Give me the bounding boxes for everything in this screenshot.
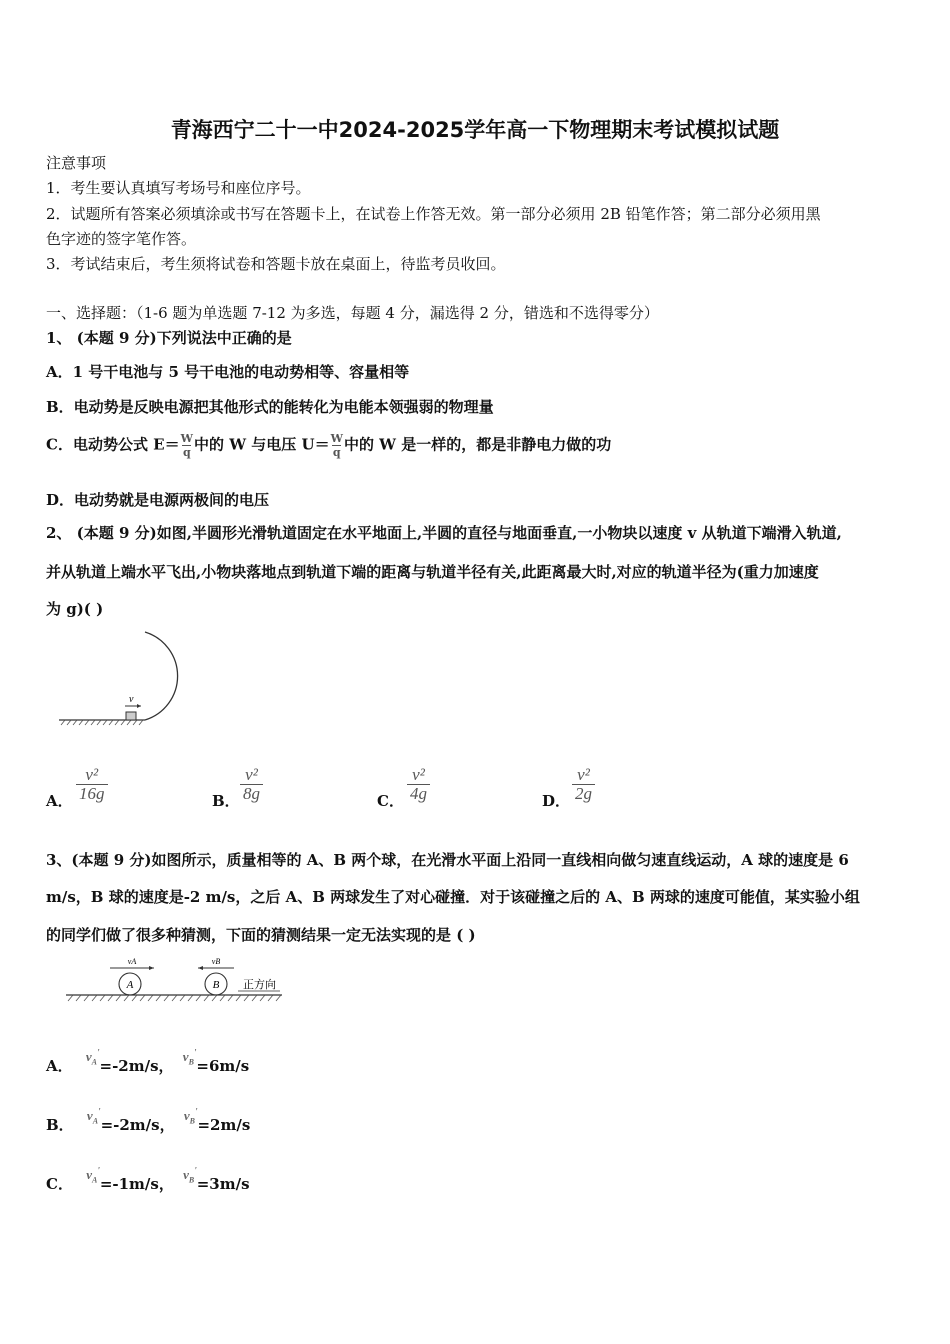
vb-prime-symbol: $v_B'$ (183, 1165, 197, 1185)
semicircle-track (145, 632, 178, 720)
q2-option-a-fraction: $\frac{\text{v²}}{16g}$ (76, 766, 108, 803)
va-value: =-1m/s， (99, 1175, 174, 1193)
ground-hatching (61, 720, 143, 725)
q3-stem-line: 的同学们做了很多种猜测，下面的猜测结果一定无法实现的是 ( ) (46, 926, 476, 944)
vb-value: =6m/s (196, 1057, 250, 1075)
vb-label: vB (211, 957, 221, 966)
va-prime-symbol: $v_A'$ (86, 1165, 100, 1185)
vb-value: =2m/s (197, 1116, 251, 1134)
formula-fraction: $\frac{W}{q}$ (330, 432, 343, 459)
va-prime-symbol: $v_A'$ (85, 1047, 100, 1067)
q2-option-d-fraction: $\frac{\text{v²}}{2g}$ (572, 766, 595, 803)
q2-stem-line: 2、 (本题 9 分)如图,半圆形光滑轨道固定在水平地面上,半圆的直径与地面垂直,一小物块以速度 v 从轨道下端滑入轨道, (46, 524, 842, 542)
q2-figure (55, 628, 190, 733)
q2-option-d-letter[interactable]: D． (542, 792, 571, 810)
q2-option-c-letter[interactable]: C． (377, 792, 404, 810)
q1-option-a[interactable]: A．1 号干电池与 5 号干电池的电动势相等、容量相等 (46, 363, 410, 381)
q3-option-b[interactable] (46, 1106, 251, 1136)
page-title: 青海西宁二十一中2024-2025学年高一下物理期末考试模拟试题 (170, 118, 780, 142)
q2-stem-line: 为 g)( ) (46, 600, 104, 618)
q2-option-c-fraction: $\frac{\text{v²}}{4g}$ (407, 766, 430, 803)
option-letter: C． (46, 1175, 73, 1193)
ground-hatching (68, 995, 281, 1001)
notice-heading: 注意事项 (46, 154, 107, 172)
q1-option-b[interactable]: B．电动势是反映电源把其他形式的能转化为电能本领强弱的物理量 (46, 398, 494, 416)
q2-option-a-letter[interactable]: A． (46, 792, 73, 810)
va-label: vA (127, 957, 137, 966)
q3-option-a[interactable] (46, 1047, 250, 1077)
q3-figure (62, 955, 292, 1010)
q1-c-text-3: 中的 W 是一样的，都是非静电力做的功 (343, 435, 612, 454)
option-letter: B． (46, 1116, 74, 1134)
vb-prime-symbol: $v_B'$ (183, 1106, 198, 1126)
q1-c-text-1: C．电动势公式 E＝ (46, 435, 180, 454)
q1-option-c[interactable] (46, 433, 611, 458)
va-value: =-2m/s， (100, 1116, 175, 1134)
formula-fraction: $\frac{W}{q}$ (180, 432, 193, 459)
vb-value: =3m/s (196, 1175, 250, 1193)
q3-stem-line: 3、(本题 9 分)如图所示，质量相等的 A、B 两个球，在光滑水平面上沿同一直线相向做匀速直线运动，A 球的速度是 6 (46, 851, 849, 869)
q1-option-d[interactable]: D．电动势就是电源两极间的电压 (46, 491, 270, 509)
ball-b-label: B (212, 979, 220, 991)
block (126, 712, 136, 720)
velocity-label: v (129, 694, 134, 705)
q2-stem-line: 并从轨道上端水平飞出,小物块落地点到轨道下端的距离与轨道半径有关,此距离最大时,对应的轨道半径为(重力加速度 (46, 563, 819, 581)
q2-option-b-letter[interactable]: B． (212, 792, 240, 810)
section-heading: 一、选择题：（1-6 题为单选题 7-12 为多选，每题 4 分，漏选得 2 分，错选和不选得零分） (46, 304, 659, 322)
ball-a-label: A (126, 979, 134, 991)
notice-item: 1．考生要认真填写考场号和座位序号。 (46, 179, 311, 197)
q3-option-c[interactable] (46, 1165, 250, 1195)
notice-item: 2．试题所有答案必须填涂或书写在答题卡上，在试卷上作答无效。第一部分必须用 2B 铅笔作答；第二部分必须用黑 (46, 205, 821, 223)
q1-stem: 1、 (本题 9 分)下列说法中正确的是 (46, 329, 292, 347)
notice-item: 3．考试结束后，考生须将试卷和答题卡放在桌面上，待监考员收回。 (46, 255, 506, 273)
va-prime-symbol: $v_A'$ (86, 1106, 101, 1126)
vb-prime-symbol: $v_B'$ (182, 1047, 197, 1067)
direction-label: 正方向 (243, 978, 276, 991)
q2-option-b-fraction: $\frac{\text{v²}}{8g}$ (240, 766, 263, 803)
notice-item: 色字迹的签字笔作答。 (46, 230, 197, 248)
option-letter: A． (46, 1057, 73, 1075)
q3-stem-line: m/s，B 球的速度是-2 m/s，之后 A、B 两球发生了对心碰撞．对于该碰撞之后的 A、B 两球的速度可能值，某实验小组 (46, 888, 860, 906)
va-value: =-2m/s， (99, 1057, 174, 1075)
q1-c-text-2: 中的 W 与电压 U＝ (193, 435, 330, 454)
